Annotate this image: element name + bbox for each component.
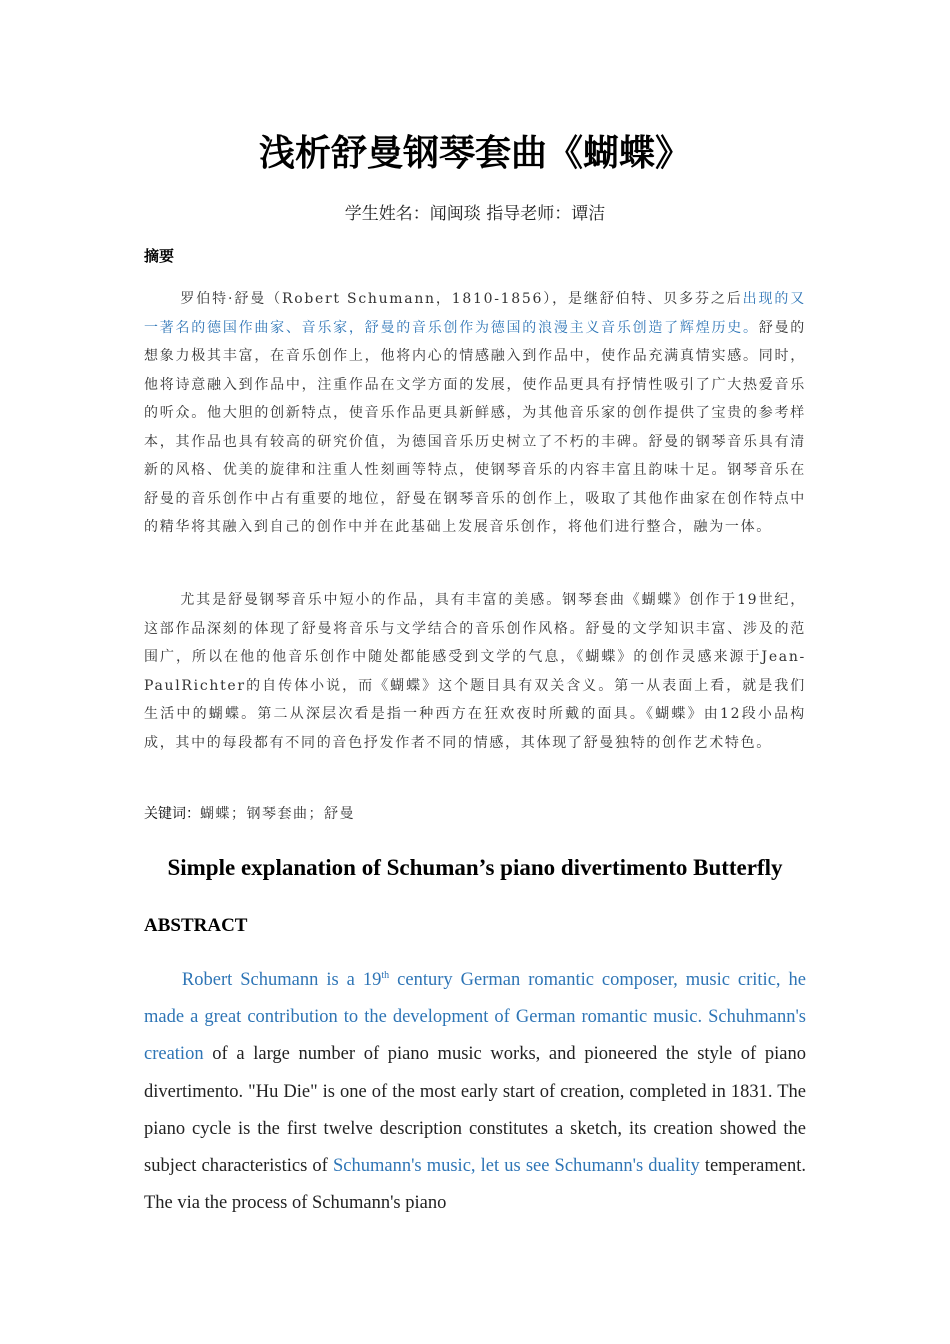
english-abstract-heading: ABSTRACT [144, 915, 248, 936]
para1-highlight: 出现的又一著名的德国作曲家、音乐家，舒曼的音乐创作为德国的浪漫主义音乐创造了辉煌历史。 [144, 291, 806, 336]
keywords-value: 蝴蝶；钢琴套曲；舒曼 [200, 806, 355, 822]
keywords-line [144, 803, 355, 823]
en-para-text-1: of a large number of piano music works, and pioneered the style of piano divertimento. "Hu Die" is one of the most early start of creation, completed in 1831. The piano cycle is the first twelve description constitutes a sketch, its creation showed the subject characteristics of [144, 1044, 806, 1177]
ordinal-superscript: th [381, 969, 390, 981]
english-abstract-paragraph [144, 962, 806, 1222]
author-line: 学生姓名：闻闽琰 指导老师：谭洁 [344, 204, 606, 224]
chinese-abstract-paragraph-2: 尤其是舒曼钢琴音乐中短小的作品，具有丰富的美感。钢琴套曲《蝴蝶》创作于19世纪，这部作品深刻的体现了舒曼将音乐与文学结合的音乐创作风格。舒曼的文学知识丰富、涉及的范围广，所以在他的他音乐创作中随处都能感受到文学的气息，《蝴蝶》的创作灵感来源于Jean-PaulRichter的自传体小说，而《蝴蝶》这个题目具有双关含义。第一从表面上看，就是我们生活中的蝴蝶。第二从深层次看是指一种西方在狂欢夜时所戴的面具。《蝴蝶》由12段小品构成，其中的每段都有不同的音色抒发作者不同的情感，其体现了舒曼独特的创作艺术特色。 [144, 592, 806, 751]
paper-title: 浅析舒曼钢琴套曲《蝴蝶》 [258, 133, 691, 174]
keywords-label: 关键词： [144, 806, 200, 822]
en-para-highlight-2: century German romantic composer, music critic, he made a great contribution to the development of German romantic music. Schuhmann's creation [144, 970, 806, 1065]
en-para-highlight-1: Robert Schumann is a 19 [181, 970, 382, 990]
english-title: Simple explanation of Schuman’s piano divertimento Butterfly [167, 855, 783, 880]
abstract-heading: 摘要 [144, 247, 175, 265]
para1-text-start: 罗伯特·舒曼（Robert Schumann，1810-1856），是继舒伯特、贝多芬之后 [180, 291, 743, 307]
para1-text-rest: 舒曼的想象力极其丰富，在音乐创作上，他将内心的情感融入到作品中，使作品充满真情实感。同时，他将诗意融入到作品中，注重作品在文学方面的发展，使作品更具有抒情性吸引了广大热爱音乐的听众。他大胆的创新特点，使音乐作品更具新鲜感，为其他音乐家的创作提供了宝贵的参考样本，其作品也具有较高的研究价值，为德国音乐历史树立了不朽的丰碑。舒曼的钢琴音乐具有清新的风格、优美的旋律和注重人性刻画等特点，使钢琴音乐的内容丰富且韵味十足。钢琴音乐在舒曼的音乐创作中占有重要的地位，舒曼在钢琴音乐的创作上，吸取了其他作曲家在创作特点中的精华将其融入到自己的创作中并在此基础上发展音乐创作，将他们进行整合，融为一体。 [144, 319, 806, 535]
en-para-highlight-3: Schumann's music, let us see Schumann's duality [332, 1156, 700, 1177]
chinese-abstract-paragraph-1 [144, 285, 806, 542]
en-para-text-2: temperament. The via the process of Schumann's piano [144, 1156, 807, 1214]
